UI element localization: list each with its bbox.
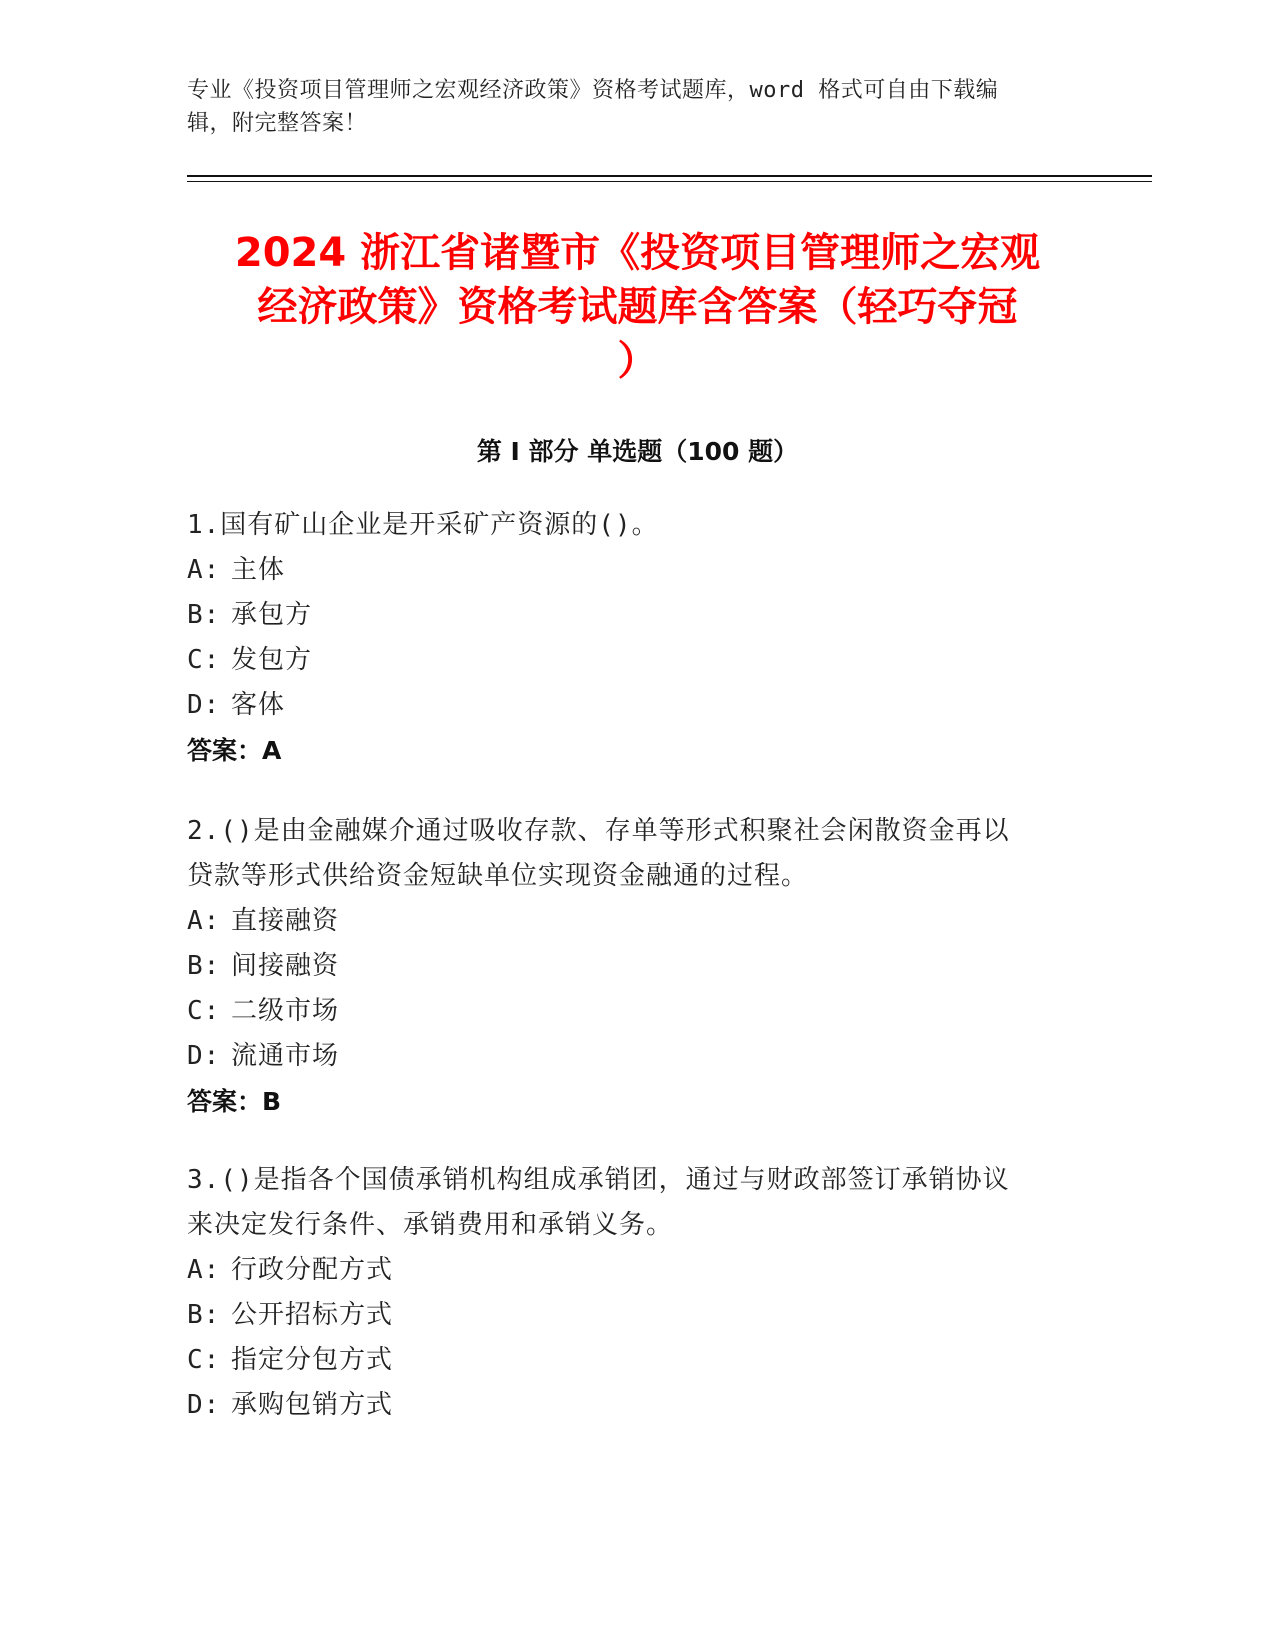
question-2 <box>187 809 1077 1124</box>
header-note <box>187 74 1087 140</box>
option-text: 流通市场 <box>231 1041 340 1071</box>
option-letter: D: <box>187 1390 221 1420</box>
option-letter: A: <box>187 555 221 585</box>
document-title-line-3: ） <box>617 338 658 384</box>
question-option-b <box>187 944 1077 989</box>
header-note-line-2: 辑，附完整答案！ <box>187 111 368 136</box>
option-letter: D: <box>187 1041 221 1071</box>
option-letter: B: <box>187 1300 221 1330</box>
option-letter: C: <box>187 1345 221 1375</box>
question-3 <box>187 1158 1077 1428</box>
question-answer: 答案：A <box>187 736 282 765</box>
option-text: 指定分包方式 <box>231 1345 394 1375</box>
option-letter: A: <box>187 906 221 936</box>
section-heading: 第 I 部分 单选题（100 题） <box>476 437 799 466</box>
question-1 <box>187 503 1077 773</box>
option-text: 客体 <box>231 690 286 720</box>
option-letter: C: <box>187 645 221 675</box>
question-stem: 1.国有矿山企业是开采矿产资源的()。 <box>187 510 659 540</box>
question-option-c <box>187 638 1077 683</box>
question-option-a <box>187 899 1077 944</box>
document-title <box>180 226 1095 388</box>
question-option-d <box>187 1383 1077 1428</box>
question-stem-line-1: 3.()是指各个国债承销机构组成承销团，通过与财政部签订承销协议 <box>187 1165 1010 1195</box>
question-option-d <box>187 1034 1077 1079</box>
question-option-d <box>187 683 1077 728</box>
question-option-c <box>187 989 1077 1034</box>
header-note-line-1: 专业《投资项目管理师之宏观经济政策》资格考试题库，word 格式可自由下载编 <box>187 78 999 103</box>
option-text: 二级市场 <box>231 996 340 1026</box>
question-stem-line-2: 贷款等形式供给资金短缺单位实现资金融通的过程。 <box>187 861 809 891</box>
option-text: 直接融资 <box>231 906 340 936</box>
question-answer: 答案：B <box>187 1087 282 1116</box>
option-text: 承购包销方式 <box>231 1390 394 1420</box>
option-letter: B: <box>187 600 221 630</box>
document-title-line-1: 2024 浙江省诸暨市《投资项目管理师之宏观 <box>234 230 1041 276</box>
option-text: 公开招标方式 <box>231 1300 394 1330</box>
option-letter: D: <box>187 690 221 720</box>
option-text: 发包方 <box>231 645 313 675</box>
question-option-c <box>187 1338 1077 1383</box>
option-letter: A: <box>187 1255 221 1285</box>
option-text: 行政分配方式 <box>231 1255 394 1285</box>
question-option-b <box>187 593 1077 638</box>
question-stem-line-1: 2.()是由金融媒介通过吸收存款、存单等形式积聚社会闲散资金再以 <box>187 816 1010 846</box>
header-divider-thick <box>187 175 1152 177</box>
document-title-line-2: 经济政策》资格考试题库含答案（轻巧夺冠 <box>257 284 1018 330</box>
question-option-b <box>187 1293 1077 1338</box>
option-text: 承包方 <box>231 600 313 630</box>
option-text: 主体 <box>231 555 286 585</box>
question-option-a <box>187 1248 1077 1293</box>
question-stem-line-2: 来决定发行条件、承销费用和承销义务。 <box>187 1210 674 1240</box>
question-option-a <box>187 548 1077 593</box>
header-divider-thin <box>187 181 1152 182</box>
option-letter: C: <box>187 996 221 1026</box>
option-text: 间接融资 <box>231 951 340 981</box>
option-letter: B: <box>187 951 221 981</box>
